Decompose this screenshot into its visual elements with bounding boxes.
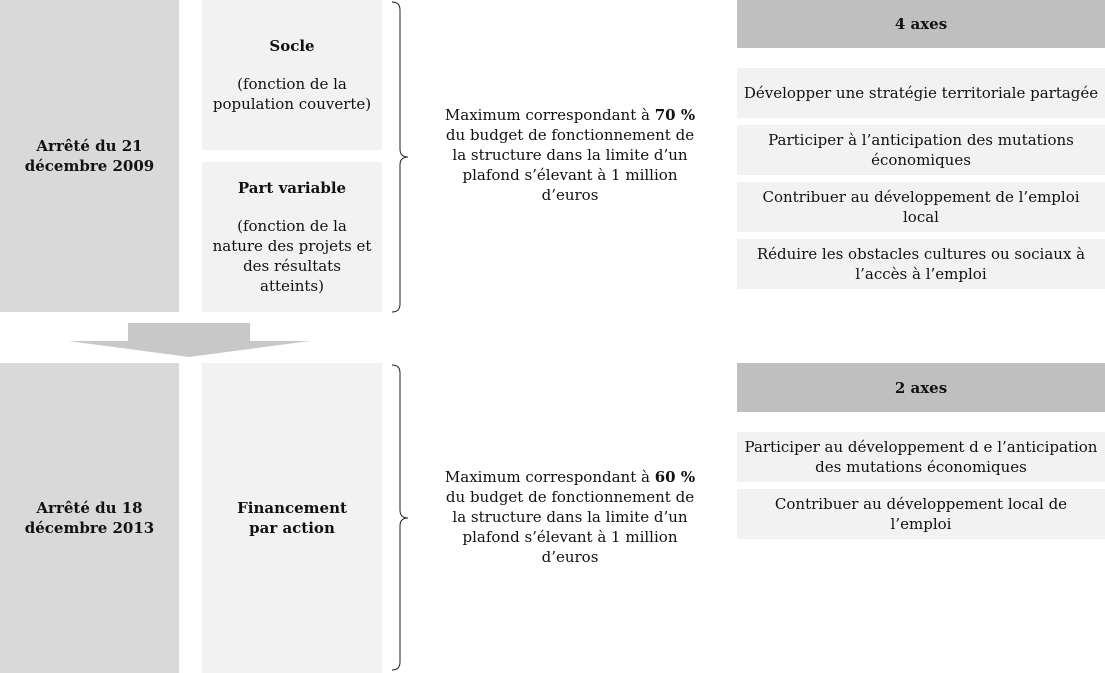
period1-axis-item bbox=[737, 68, 1105, 118]
period2-axes-header-label: 2 axes bbox=[894, 378, 948, 397]
period1-variable-title: Part variable bbox=[237, 179, 347, 197]
period1-variable-detail: (fonction de la nature des projets et des résultats atteints) bbox=[212, 217, 372, 295]
period1-axis-item bbox=[737, 125, 1105, 175]
period2-financing-box bbox=[202, 363, 382, 673]
period1-axes-header bbox=[737, 0, 1105, 48]
period1-socle-detail: (fonction de la population couverte) bbox=[212, 75, 372, 113]
period2-axis-item bbox=[737, 432, 1105, 482]
period2-axis-label: Contribuer au développement local de l’emploi bbox=[774, 495, 1068, 533]
period1-date-label: Arrêté du 21 décembre 2009 bbox=[24, 137, 155, 175]
period1-axes-header-label: 4 axes bbox=[894, 15, 948, 33]
period2-axes-header bbox=[737, 363, 1105, 412]
period1-brace bbox=[390, 0, 414, 314]
period2-financing-label: Financement par action bbox=[237, 499, 347, 537]
period2-axis-label: Participer au développement d e l’anticipation des mutations économiques bbox=[744, 438, 1098, 476]
period2-date-box bbox=[0, 363, 179, 673]
period2-date-label: Arrêté du 18 décembre 2013 bbox=[24, 499, 155, 537]
period1-socle-title: Socle bbox=[269, 37, 315, 55]
period2-axis-item bbox=[737, 489, 1105, 539]
period2-brace bbox=[390, 363, 414, 673]
period1-axis-item bbox=[737, 182, 1105, 232]
period2-funding-text: Maximum correspondant à 60 % du budget de fonctionnement de la structure dans la limite d’un plafond s’élevant à 1 million d’euros bbox=[444, 468, 696, 566]
period1-axis-label: Développer une stratégie territoriale partagée bbox=[743, 84, 1099, 102]
period1-socle-box bbox=[202, 0, 382, 150]
period1-funding-text: Maximum correspondant à 70 % du budget de fonctionnement de la structure dans la limite d’un plafond s’élevant à 1 million d’euros bbox=[444, 106, 696, 204]
period1-variable-box bbox=[202, 162, 382, 312]
period2-funding-box bbox=[430, 462, 710, 572]
period1-funding-percent: 70 % bbox=[654, 106, 696, 124]
period1-axis-label: Réduire les obstacles cultures ou sociaux à l’accès à l’emploi bbox=[756, 245, 1086, 283]
period2-funding-percent: 60 % bbox=[654, 468, 696, 486]
period1-axis-label: Participer à l’anticipation des mutations économiques bbox=[768, 131, 1074, 169]
period1-funding-box bbox=[430, 100, 710, 210]
transition-arrow-icon bbox=[68, 323, 310, 357]
period1-axis-item bbox=[737, 239, 1105, 289]
period1-axis-label: Contribuer au développement de l’emploi local bbox=[762, 188, 1080, 226]
period1-date-box bbox=[0, 0, 179, 312]
